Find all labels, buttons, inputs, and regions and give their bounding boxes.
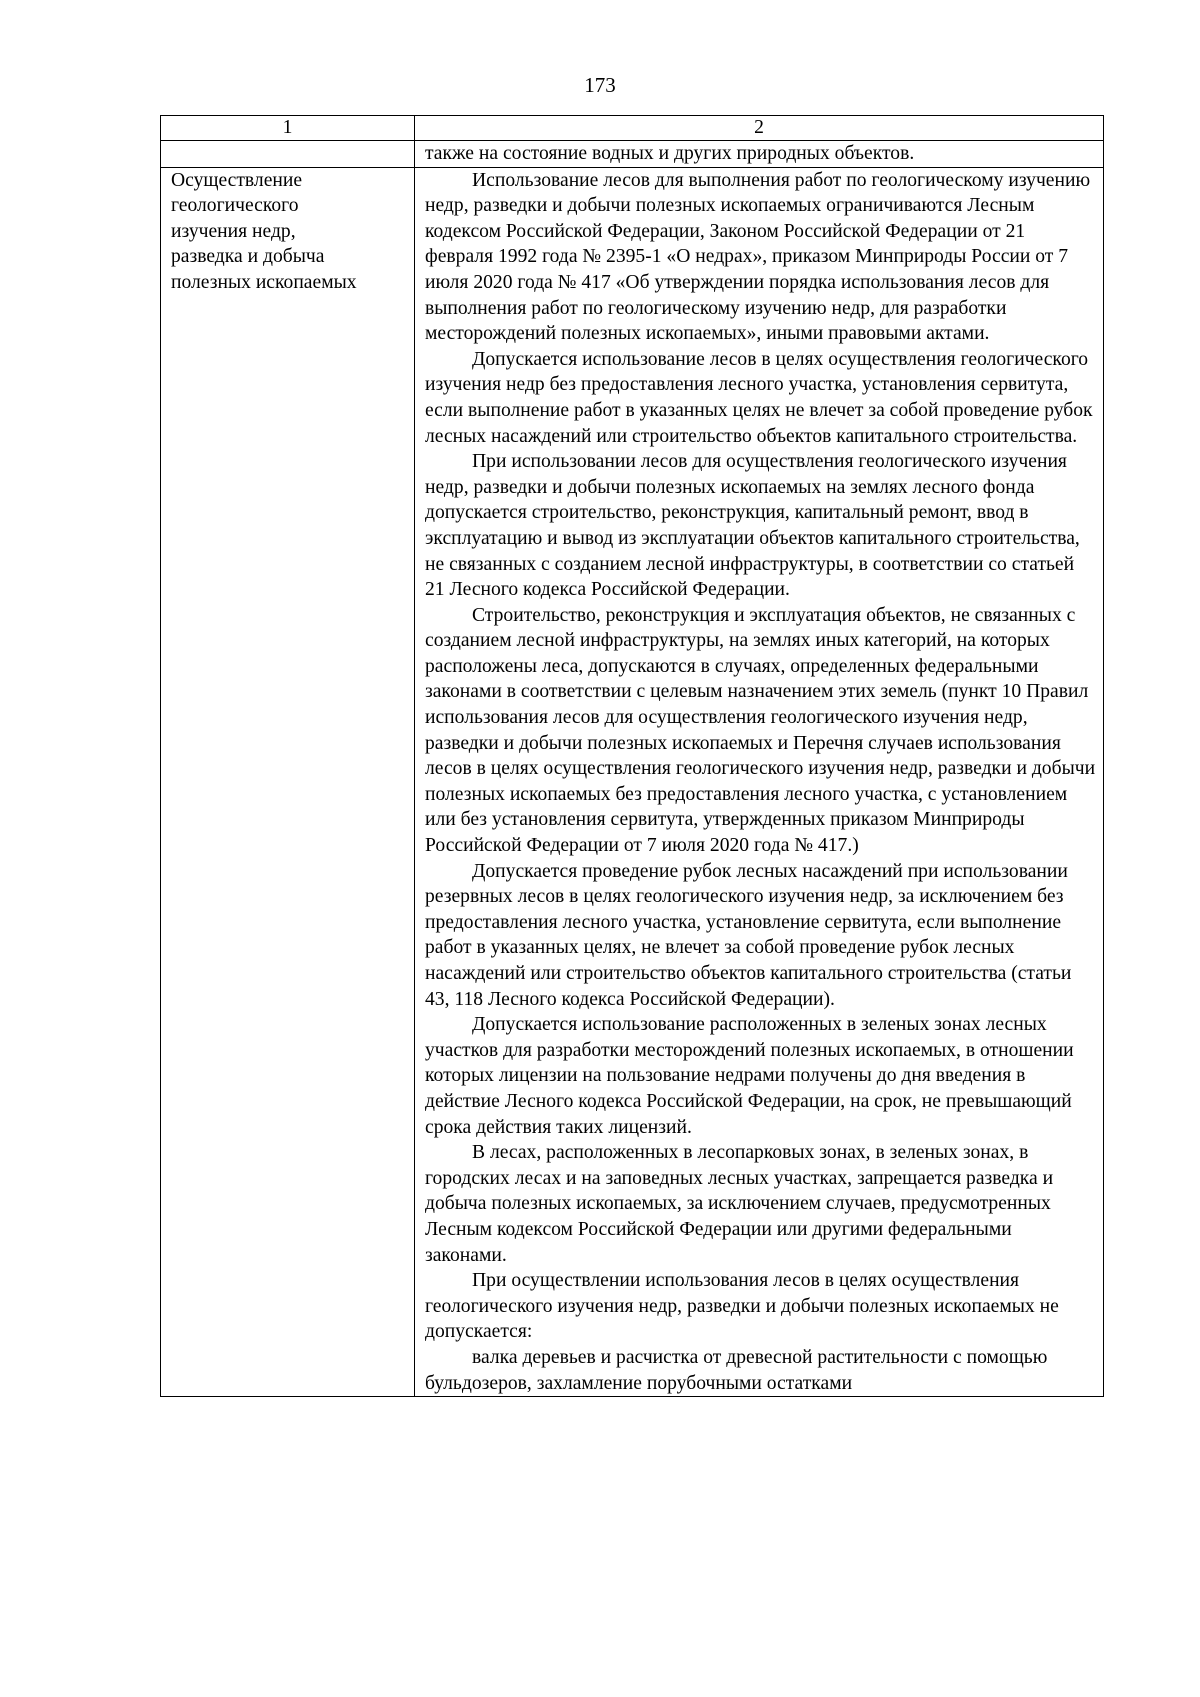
table-header-row xyxy=(161,116,1104,141)
paragraph: валка деревьев и расчистка от древесной растительности с помощью бульдозеров, захламление порубочными остатками xyxy=(425,1346,1048,1394)
row-title-line: Осуществление xyxy=(171,169,303,191)
row-title-line: полезных ископаемых xyxy=(171,271,357,293)
paragraph: Допускается использование расположенных в зеленых зонах лесных участков для разработки месторождений полезных ископаемых, в отношении которых лицензии на пользование недрами получены до дня введения в действие Лесного кодекса Российской Федерации, на срок, не превышающий срока действия таких лицензий. xyxy=(425,1014,1074,1138)
paragraph: В лесах, расположенных в лесопарковых зонах, в зеленых зонах, в городских лесах и на заповедных лесных участках, запрещается разведка и добыча полезных ископаемых, за исключением случаев, предусмотренных Лесным кодексом Российской Федерации или другими федеральными законами. xyxy=(425,1142,1054,1266)
continuation-cell xyxy=(415,141,1104,168)
continuation-row xyxy=(161,141,1104,168)
document-table xyxy=(160,115,1104,1397)
row-content-cell xyxy=(415,167,1104,1397)
page-number: 173 xyxy=(584,73,616,97)
paragraph: Строительство, реконструкция и эксплуатация объектов, не связанных с созданием лесной инфраструктуры, на землях иных категорий, на которых расположены леса, допускаются в случаях, определенных федеральными законами в соответствии с целевым назначением этих земель (пункт 10 Правил использования лесов для осуществления геологического изучения недр, разведки и добычи полезных ископаемых и Перечня случаев использования лесов в целях осуществления геологического изучения недр, разведки и добычи полезных ископаемых без предоставления лесного участка, с установлением или без установления сервитута, утвержденных приказом Минприроды Российской Федерации от 7 июля 2020 года № 417.) xyxy=(425,604,1096,857)
table-row xyxy=(161,167,1104,1397)
row-title-line: разведка и добыча xyxy=(171,246,325,268)
row-title-line: изучения недр, xyxy=(171,220,296,242)
row-title-cell xyxy=(161,167,415,1397)
header-col-1: 1 xyxy=(161,116,415,141)
header-col-2: 2 xyxy=(415,116,1104,141)
row-title-line: геологического xyxy=(171,195,299,217)
paragraph: Использование лесов для выполнения работ по геологическому изучению недр, разведки и добычи полезных ископаемых ограничиваются Лесным кодексом Российской Федерации, Законом Российской Федерации от 21 февраля 1992 года № 2395-1 «О недрах», приказом Минприроды России от 7 июля 2020 года № 417 «Об утверждении порядка использования лесов для выполнения работ по геологическому изучению недр, для разработки месторождений полезных ископаемых», иными правовыми актами. xyxy=(425,169,1091,345)
paragraph: При осуществлении использования лесов в целях осуществления геологического изучения недр, разведки и добычи полезных ископаемых не допускается: xyxy=(425,1270,1059,1343)
continuation-left-cell xyxy=(161,141,415,168)
paragraph: При использовании лесов для осуществления геологического изучения недр, разведки и добычи полезных ископаемых на землях лесного фонда допускается строительство, реконструкция, капитальный ремонт, ввод в эксплуатацию и вывод из эксплуатации объектов капитального строительства, не связанных с созданием лесной инфраструктуры, в соответствии со статьей 21 Лесного кодекса Российской Федерации. xyxy=(425,451,1080,601)
continuation-text: также на состояние водных и других природных объектов. xyxy=(425,143,915,164)
paragraph: Допускается использование лесов в целях осуществления геологического изучения недр без предоставления лесного участка, установления сервитута, если выполнение работ в указанных целях не влечет за собой проведение рубок лесных насаждений или строительство объектов капитального строительства. xyxy=(425,348,1093,447)
paragraph: Допускается проведение рубок лесных насаждений при использовании резервных лесов в целях геологического изучения недр, за исключением без предоставления лесного участка, установление сервитута, если выполнение работ в указанных целях, не влечет за собой проведение рубок лесных насаждений или строительство объектов капитального строительства (статьи 43, 118 Лесного кодекса Российской Федерации). xyxy=(425,860,1072,1010)
